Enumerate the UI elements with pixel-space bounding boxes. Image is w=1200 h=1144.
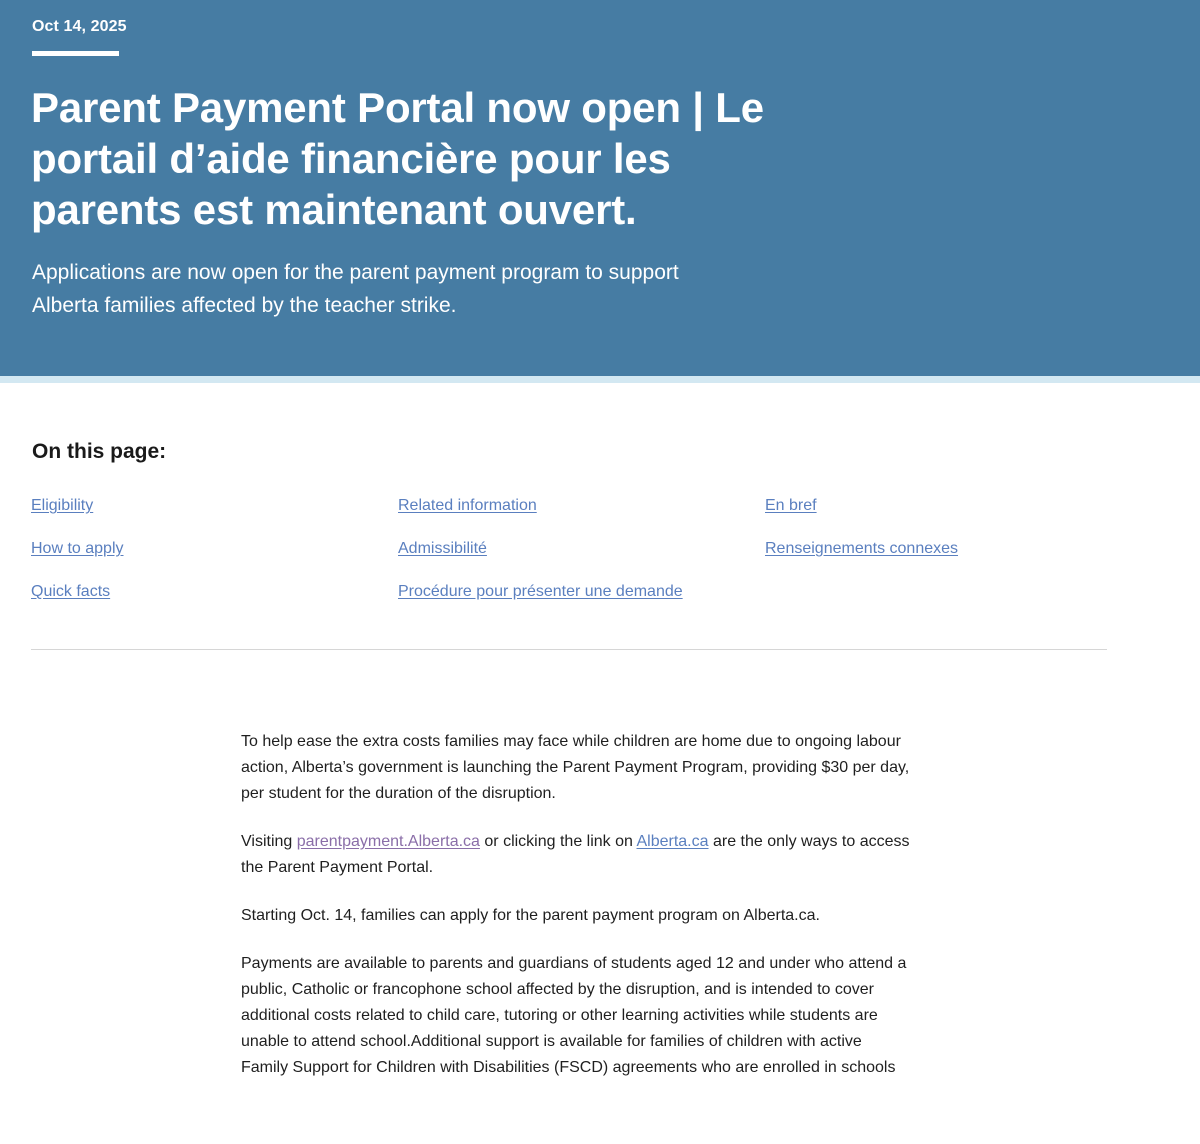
paragraph-text: or clicking the link on <box>479 833 637 850</box>
toc-link-eligibility[interactable]: Eligibility <box>31 497 94 514</box>
article-body <box>241 729 911 1103</box>
paragraph-intro: To help ease the extra costs families may face while children are home due to ongoing labour action, Alberta’s government is launching the Parent Payment Program, providing $30 per day, per student for the duration of the disruption. <box>241 733 910 802</box>
hero-banner <box>0 0 1200 376</box>
date-underline <box>32 51 119 56</box>
toc-link-renseignements-connexes[interactable]: Renseignements connexes <box>765 540 959 557</box>
paragraph-start-date: Starting Oct. 14, families can apply for the parent payment program on Alberta.ca. <box>241 907 820 924</box>
toc-link-how-to-apply[interactable]: How to apply <box>31 540 124 557</box>
parentpayment-link[interactable]: parentpayment.Alberta.ca <box>296 833 480 850</box>
page-title: Parent Payment Portal now open | Le portail d’aide financière pour les parents est maintenant ouvert. <box>31 84 764 233</box>
section-divider <box>31 649 1107 650</box>
paragraph-text: are the only ways to access the Parent Payment Portal. <box>241 833 910 876</box>
publish-date: Oct 14, 2025 <box>32 18 127 35</box>
hero-accent-stripe <box>0 376 1200 383</box>
page-subtitle: Applications are now open for the parent payment program to support Alberta families affected by the teacher strike. <box>32 261 679 317</box>
toc-link-related-information[interactable]: Related information <box>398 497 537 514</box>
toc-link-en-bref[interactable]: En bref <box>765 497 817 514</box>
paragraph-portal-access <box>241 829 911 881</box>
alberta-ca-link[interactable]: Alberta.ca <box>636 833 709 850</box>
toc-link-quick-facts[interactable]: Quick facts <box>31 583 111 600</box>
toc-heading: On this page: <box>32 440 167 463</box>
toc-link-admissibilite[interactable]: Admissibilité <box>398 540 487 557</box>
paragraph-eligibility: Payments are available to parents and guardians of students aged 12 and under who attend a public, Catholic or francophone school affected by the disruption, and is intended to cover additional costs related to child care, tutoring or other learning activities while students are unable to attend school.Additional support is available for families of children with active Family Support for Children with Disabilities (FSCD) agreements who are enrolled in schools <box>241 955 907 1076</box>
toc-link-procedure-demande[interactable]: Procédure pour présenter une demande <box>398 583 683 600</box>
paragraph-text: Visiting <box>241 833 297 850</box>
